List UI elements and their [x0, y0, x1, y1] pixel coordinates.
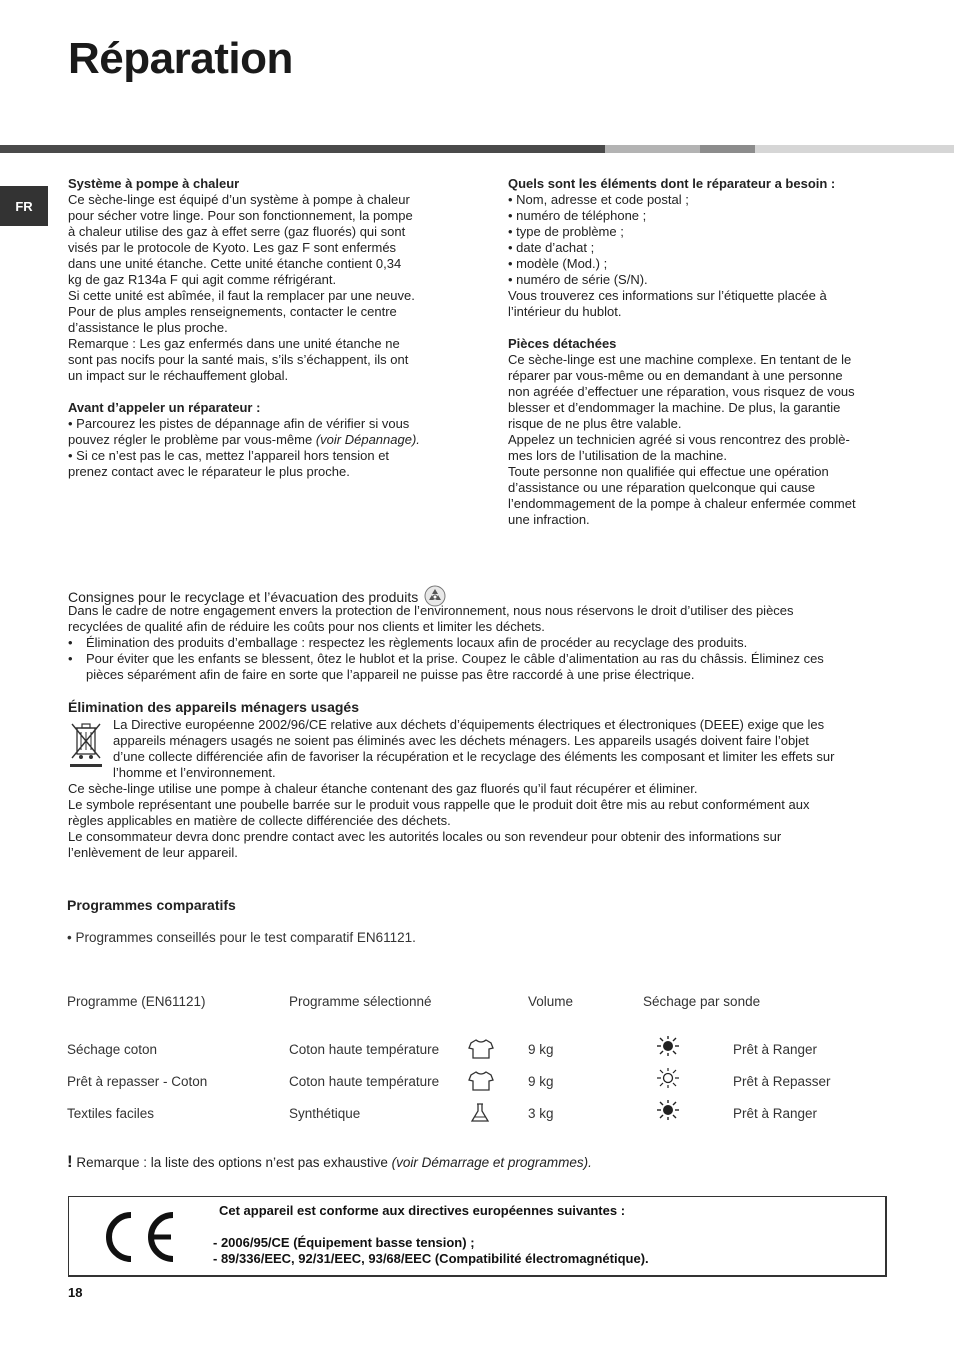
spare-parts-line: Appelez un technicien agréé si vous rencontrez des problè-: [508, 432, 850, 447]
header-bar-dark: [0, 145, 605, 153]
disposal-indented: [113, 717, 903, 781]
header-bar-gray: [700, 145, 755, 153]
page-title: Réparation: [68, 34, 293, 83]
sun-dense-icon: [656, 1099, 680, 1121]
page-number: 18: [68, 1285, 83, 1300]
column-header-volume: Volume: [528, 994, 574, 1009]
heat-pump-line: Remarque : Les gaz enfermés dans une unité étanche ne: [68, 336, 400, 351]
repair-needs-note: Vous trouverez ces informations sur l’étiquette placée à: [508, 288, 827, 303]
ce-line: - 89/336/EEC, 92/31/EEC, 93/68/EEC (Compatibilité électromagnétique).: [213, 1251, 649, 1266]
left-column: [68, 176, 488, 480]
recycling-bullet-text: Élimination des produits d’emballage : respectez les règlements locaux afin de procéder au recyclage des produits.: [86, 635, 748, 650]
spare-parts-line: une infraction.: [508, 512, 590, 527]
disposal-line: appareils ménagers usagés ne soient pas éliminés avec les déchets ménagers. Les appareils usagés doivent faire l’objet: [113, 733, 809, 748]
heat-pump-line: un impact sur le réchauffement global.: [68, 368, 289, 383]
recycling-intro-line: recyclées de qualité afin de réduire les coûts pour nos clients et limiter les déchets.: [68, 619, 545, 634]
repair-needs-note: l’intérieur du hublot.: [508, 304, 622, 319]
ce-mark-icon: [101, 1209, 181, 1265]
recycling-bullet-text: Pour éviter que les enfants se blessent, ôtez le hublot et la prise. Coupez le câble d’alimentation au ras du châssis. Éliminez ces: [86, 651, 824, 666]
heat-pump-line: dans une unité étanche. Cette unité étanche contient 0,34: [68, 256, 402, 271]
heat-pump-line: Pour de plus amples renseignements, contacter le centre: [68, 304, 397, 319]
crossed-bin-icon: [68, 720, 104, 770]
column-header-program: Programme (EN61121): [67, 994, 206, 1009]
recycling-body: [68, 603, 908, 683]
spare-parts-heading: Pièces détachées: [508, 336, 617, 351]
spare-parts-line: l’endommagement de la pompe à chaleur enfermée commet: [508, 496, 856, 511]
table-row-volume: 9 kg: [528, 1042, 554, 1057]
table-row-volume: 3 kg: [528, 1106, 554, 1121]
spare-parts-line: mes lors de l’utilisation de la machine.: [508, 448, 727, 463]
repair-needs-item: • date d’achat ;: [508, 240, 595, 255]
table-row-dry-level: Prêt à Ranger: [733, 1106, 818, 1121]
sun-dense-icon: [656, 1035, 680, 1057]
spare-parts-line: non agréée d’effectuer une réparation, vous risquez de vous: [508, 384, 855, 399]
heat-pump-line: d’assistance le plus proche.: [68, 320, 228, 335]
heat-pump-line: Ce sèche-linge est équipé d’un système à pompe à chaleur: [68, 192, 410, 207]
comparative-heading: Programmes comparatifs: [67, 897, 236, 913]
repair-needs-item: • modèle (Mod.) ;: [508, 256, 608, 271]
table-row-program: Prêt à repasser - Coton: [67, 1074, 208, 1089]
disposal-line: Le symbole représentant une poubelle barrée sur le produit vous rappelle que le produit doit être mis au rebut conformément aux: [68, 797, 810, 812]
heat-pump-line: pour sécher votre linge. Pour son fonctionnement, la pompe: [68, 208, 413, 223]
disposal-line: l’enlèvement de leur appareil.: [68, 845, 238, 860]
disposal-line: Le consommateur devra donc prendre contact avec les autorités locales ou son revendeur pour obtenir des informations sur: [68, 829, 782, 844]
repair-needs-item: • numéro de téléphone ;: [508, 208, 647, 223]
disposal-line: d’une collecte différenciée afin de favoriser la récupération et le recyclage des éléments les composant et limiter les effets sur: [113, 749, 835, 764]
sun-light-icon: [656, 1067, 680, 1089]
table-row-volume: 9 kg: [528, 1074, 554, 1089]
recycling-bullet-text: pièces séparément afin de faire en sorte que l’appareil ne puisse pas être raccordé à une prise électrique.: [86, 667, 695, 682]
table-row-dry-level: Prêt à Ranger: [733, 1042, 818, 1057]
disposal-line: règles applicables en matière de collecte différenciée des déchets.: [68, 813, 451, 828]
heat-pump-line: à chaleur utilise des gaz à effet serre (gaz fluorés) qui sont: [68, 224, 406, 239]
column-header-sensor: Séchage par sonde: [643, 994, 761, 1009]
ce-line: - 2006/95/CE (Équipement basse tension) ;: [213, 1235, 475, 1250]
remark-reference: (voir Démarrage et programmes).: [391, 1155, 592, 1170]
comparative-bullet: • Programmes conseillés pour le test comparatif EN61121.: [67, 930, 416, 945]
spare-parts-line: Ce sèche-linge est une machine complexe. En tentant de le: [508, 352, 852, 367]
spare-parts-line: Toute personne non qualifiée qui effectue une opération: [508, 464, 829, 479]
before-calling-line: • Parcourez les pistes de dépannage afin de vérifier si vous: [68, 416, 410, 431]
disposal-heading: Élimination des appareils ménagers usagés: [68, 699, 359, 715]
heat-pump-line: kg de gaz R134a F qui agit comme réfrigérant.: [68, 272, 337, 287]
disposal-line: La Directive européenne 2002/96/CE relative aux déchets d’équipements électriques et électroniques (DEEE) exige que les: [113, 717, 825, 732]
table-row-dry-level: Prêt à Repasser: [733, 1074, 831, 1089]
table-row-selected: Coton haute température: [289, 1042, 440, 1057]
before-calling-line: prenez contact avec le réparateur le plus proche.: [68, 464, 350, 479]
recycling-bullet: • Pour éviter que les enfants se blessent, ôtez le hublot et la prise. Coupez le câble d’alimentation au ras du châssis. Éliminez ces pièces séparément afin de faire en sorte que l’appareil ne puisse pas être raccordé à une prise électrique.: [68, 651, 908, 683]
remark-text: Remarque : la liste des options n’est pas exhaustive: [72, 1155, 392, 1170]
table-row-program: Séchage coton: [67, 1042, 158, 1057]
table-row-program: Textiles faciles: [67, 1106, 155, 1121]
before-calling-heading: Avant d’appeler un réparateur :: [68, 400, 261, 415]
synthetic-flask-icon: [470, 1102, 490, 1124]
spare-parts-line: réparer par vous-même ou en demandant à une personne: [508, 368, 843, 383]
header-bar-mid: [605, 145, 700, 153]
cotton-shirt-icon: [468, 1038, 494, 1060]
warning-icon: !: [67, 1152, 73, 1171]
remark: [67, 1152, 592, 1172]
recycling-intro-line: Dans le cadre de notre engagement envers la protection de l’environnement, nous nous réservons le droit d’utiliser des pièces: [68, 603, 794, 618]
disposal-line: Ce sèche-linge utilise une pompe à chaleur étanche contenant des gaz fluorés qu’il faut récupérer et éliminer.: [68, 781, 698, 796]
recycling-heading: Consignes pour le recyclage et l’évacuation des produits: [68, 589, 419, 605]
ce-conformity-box: [68, 1196, 887, 1277]
language-tab: FR: [0, 186, 48, 226]
before-calling-text: pouvez régler le problème par vous-même: [68, 432, 316, 447]
table-row-selected: Synthétique: [289, 1106, 361, 1121]
heat-pump-heading: Système à pompe à chaleur: [68, 176, 240, 191]
heat-pump-line: visés par le protocole de Kyoto. Les gaz F sont enfermés: [68, 240, 397, 255]
spare-parts-line: risque de ne plus être valable.: [508, 416, 682, 431]
repair-needs-heading: Quels sont les éléments dont le réparateur a besoin :: [508, 176, 836, 191]
spare-parts-line: d’assistance ou une réparation quelconque qui cause: [508, 480, 816, 495]
header-bar-light: [755, 145, 954, 153]
repair-needs-item: • Nom, adresse et code postal ;: [508, 192, 689, 207]
disposal-body: [68, 781, 908, 861]
heat-pump-line: sont pas nocifs pour la santé mais, s’ils s’échappent, ils ont: [68, 352, 409, 367]
cotton-shirt-icon: [468, 1070, 494, 1092]
repair-needs-item: • type de problème ;: [508, 224, 624, 239]
column-header-selected: Programme sélectionné: [289, 994, 432, 1009]
ce-line: Cet appareil est conforme aux directives européennes suivantes :: [219, 1203, 626, 1218]
troubleshooting-reference: (voir Dépannage).: [315, 432, 420, 447]
table-row-selected: Coton haute température: [289, 1074, 440, 1089]
spare-parts-line: blesser et d’endommager la machine. De plus, la garantie: [508, 400, 841, 415]
heat-pump-line: Si cette unité est abîmée, il faut la remplacer par une neuve.: [68, 288, 415, 303]
right-column: [508, 176, 908, 528]
disposal-line: l’homme et l’environnement.: [113, 765, 276, 780]
before-calling-line: • Si ce n’est pas le cas, mettez l’appareil hors tension et: [68, 448, 390, 463]
repair-needs-item: • numéro de série (S/N).: [508, 272, 648, 287]
before-calling-line: [68, 432, 488, 448]
recycling-bullet: • Élimination des produits d’emballage : respectez les règlements locaux afin de procéder au recyclage des produits.: [68, 635, 908, 651]
